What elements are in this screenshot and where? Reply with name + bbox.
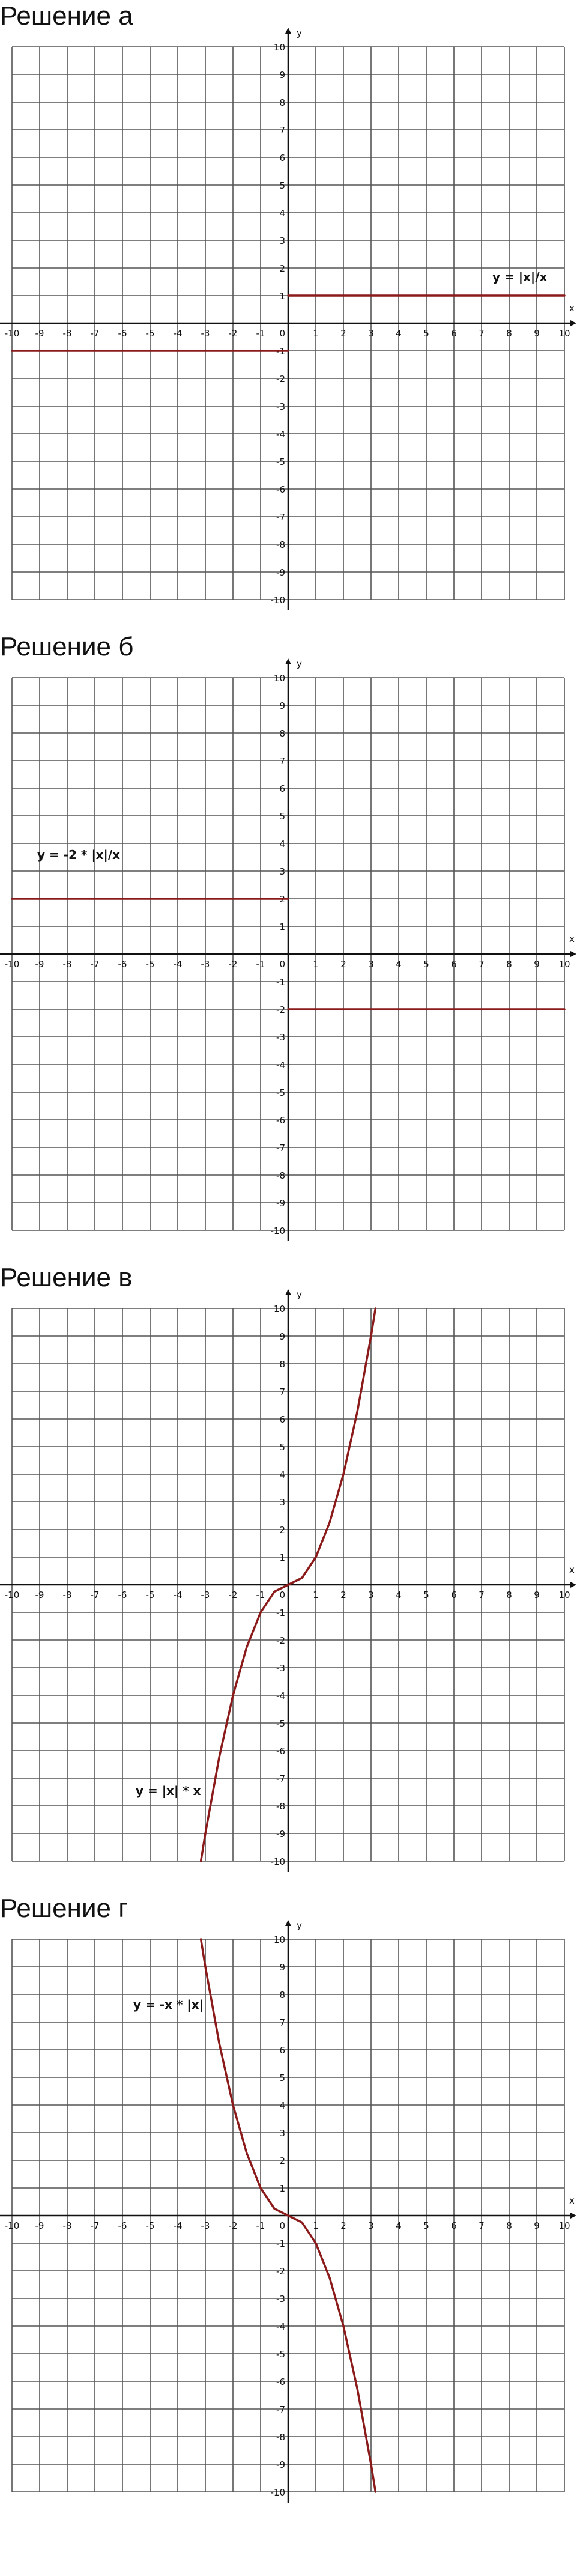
y-tick-label: -6 — [276, 1115, 285, 1126]
x-tick-label: 7 — [479, 328, 485, 339]
x-tick-label: -6 — [118, 1590, 127, 1600]
y-tick-label: 2 — [279, 1525, 285, 1536]
x-tick-label: 10 — [558, 1590, 570, 1600]
y-tick-label: -1 — [276, 1608, 285, 1618]
x-tick-label: -4 — [173, 959, 183, 970]
y-tick-label: 5 — [279, 180, 285, 191]
y-tick-label: -3 — [276, 2294, 285, 2304]
y-tick-label: 9 — [279, 1962, 285, 1973]
x-tick-label: -7 — [90, 1590, 100, 1600]
y-tick-label: -9 — [276, 2459, 285, 2470]
y-tick-label: 6 — [279, 1414, 285, 1425]
y-tick-label: -9 — [276, 1198, 285, 1209]
x-tick-label: 8 — [506, 328, 512, 339]
y-tick-label: 10 — [273, 1304, 285, 1314]
x-tick-label: -3 — [201, 328, 210, 339]
x-tick-label: 2 — [340, 1590, 346, 1600]
y-tick-label: 6 — [279, 153, 285, 163]
x-axis-arrow-icon — [570, 320, 576, 326]
x-tick-label: -2 — [228, 959, 238, 970]
y-tick-label: 10 — [273, 42, 285, 53]
x-tick-label: 4 — [396, 959, 402, 970]
x-tick-label: 6 — [451, 959, 457, 970]
x-tick-label: 3 — [368, 1590, 374, 1600]
y-tick-label: 3 — [279, 1497, 285, 1508]
y-axis-label: y — [297, 28, 302, 38]
y-tick-label: -8 — [276, 1801, 285, 1812]
y-tick-label: 1 — [279, 2183, 285, 2194]
origin-label: 0 — [279, 2220, 285, 2231]
x-tick-label: 6 — [451, 1590, 457, 1600]
y-tick-label: 3 — [279, 235, 285, 246]
panel-title: Решение г — [0, 1894, 128, 1923]
x-tick-label: -8 — [62, 328, 72, 339]
x-tick-label: -1 — [256, 328, 265, 339]
x-tick-label: 4 — [396, 1590, 402, 1600]
x-tick-label: -2 — [228, 328, 238, 339]
y-tick-label: -7 — [276, 512, 285, 523]
origin-label: 0 — [279, 328, 285, 339]
y-tick-label: -5 — [276, 1087, 285, 1098]
y-tick-label: 9 — [279, 700, 285, 711]
y-tick-label: -8 — [276, 2432, 285, 2443]
x-axis-label: x — [569, 2195, 575, 2206]
x-tick-label: -1 — [256, 2220, 265, 2231]
y-tick-label: 5 — [279, 811, 285, 822]
x-tick-label: 5 — [423, 2220, 429, 2231]
y-axis-label: y — [297, 1289, 302, 1300]
y-axis-arrow-icon — [285, 1920, 291, 1926]
function-label: y = -2 * |x|/x — [37, 848, 121, 862]
x-axis-arrow-icon — [570, 2213, 576, 2219]
function-label: y = -x * |x| — [133, 1997, 204, 2012]
x-tick-label: -9 — [35, 959, 44, 970]
x-tick-label: -7 — [90, 2220, 100, 2231]
x-tick-label: -5 — [145, 328, 155, 339]
x-tick-label: 9 — [534, 328, 540, 339]
x-tick-label: 8 — [506, 2220, 512, 2231]
y-tick-label: -5 — [276, 2349, 285, 2360]
x-tick-label: 7 — [479, 1590, 485, 1600]
y-tick-label: -8 — [276, 1170, 285, 1181]
y-tick-label: 2 — [279, 894, 285, 905]
x-tick-label: -4 — [173, 328, 183, 339]
x-tick-label: -3 — [201, 959, 210, 970]
x-tick-label: -6 — [118, 2220, 127, 2231]
x-tick-label: 2 — [340, 328, 346, 339]
x-tick-label: -9 — [35, 328, 44, 339]
x-tick-label: 10 — [558, 959, 570, 970]
x-axis-arrow-icon — [570, 951, 576, 957]
x-tick-label: 4 — [396, 2220, 402, 2231]
y-tick-label: -3 — [276, 1032, 285, 1043]
x-tick-label: 1 — [313, 1590, 319, 1600]
x-tick-label: -5 — [145, 2220, 155, 2231]
y-tick-label: 1 — [279, 1552, 285, 1563]
y-tick-label: -8 — [276, 539, 285, 550]
y-tick-label: 6 — [279, 2045, 285, 2056]
y-tick-label: 7 — [279, 2017, 285, 2028]
x-tick-label: 1 — [313, 959, 319, 970]
y-tick-label: 4 — [279, 208, 285, 219]
y-tick-label: 1 — [279, 922, 285, 932]
y-tick-label: 10 — [273, 673, 285, 684]
y-tick-label: -9 — [276, 567, 285, 578]
x-tick-label: 3 — [368, 328, 374, 339]
x-tick-label: -1 — [256, 1590, 265, 1600]
y-tick-label: -7 — [276, 1143, 285, 1153]
y-axis-arrow-icon — [285, 28, 291, 34]
y-tick-label: -4 — [276, 429, 285, 440]
x-axis-label: x — [569, 1564, 575, 1575]
x-tick-label: -8 — [62, 1590, 72, 1600]
panel-title: Решение а — [0, 1, 133, 31]
x-axis-arrow-icon — [570, 1582, 576, 1588]
y-tick-label: -9 — [276, 1829, 285, 1839]
y-tick-label: 8 — [279, 1359, 285, 1370]
y-axis-label: y — [297, 658, 302, 669]
graph-solution-b — [0, 631, 577, 1236]
function-label: y = |x|/x — [492, 270, 548, 284]
x-tick-label: 1 — [313, 2220, 319, 2231]
y-tick-label: -1 — [276, 977, 285, 988]
x-tick-label: -6 — [118, 959, 127, 970]
x-tick-label: 2 — [340, 959, 346, 970]
x-tick-label: -10 — [4, 1590, 20, 1600]
x-tick-label: -2 — [228, 1590, 238, 1600]
x-axis-label: x — [569, 934, 575, 944]
x-tick-label: -7 — [90, 328, 100, 339]
x-tick-label: -2 — [228, 2220, 238, 2231]
x-tick-label: 3 — [368, 2220, 374, 2231]
x-tick-label: -9 — [35, 1590, 44, 1600]
origin-label: 0 — [279, 959, 285, 970]
x-tick-label: -4 — [173, 2220, 183, 2231]
graph-solution-d — [0, 1892, 577, 2498]
origin-label: 0 — [279, 1590, 285, 1600]
y-tick-label: -2 — [276, 2266, 285, 2277]
y-axis-label: y — [297, 1920, 302, 1931]
y-tick-label: -2 — [276, 1635, 285, 1646]
y-tick-label: -10 — [270, 595, 285, 606]
x-tick-label: -10 — [4, 2220, 20, 2231]
y-tick-label: 9 — [279, 70, 285, 80]
x-tick-label: 1 — [313, 328, 319, 339]
y-axis-arrow-icon — [285, 1289, 291, 1295]
y-tick-label: -10 — [270, 2487, 285, 2498]
y-tick-label: -6 — [276, 1746, 285, 1757]
x-tick-label: -10 — [4, 959, 20, 970]
y-tick-label: -1 — [276, 2238, 285, 2249]
y-tick-label: -7 — [276, 1773, 285, 1784]
y-tick-label: -6 — [276, 484, 285, 495]
y-tick-label: 8 — [279, 728, 285, 739]
x-tick-label: 5 — [423, 328, 429, 339]
graph-solution-a — [0, 0, 577, 606]
y-tick-label: -4 — [276, 2321, 285, 2332]
y-tick-label: 2 — [279, 2155, 285, 2166]
y-tick-label: 4 — [279, 2100, 285, 2111]
x-tick-label: -1 — [256, 959, 265, 970]
x-tick-label: -10 — [4, 328, 20, 339]
x-tick-label: 2 — [340, 2220, 346, 2231]
x-tick-label: -4 — [173, 1590, 183, 1600]
y-axis-arrow-icon — [285, 658, 291, 664]
x-tick-label: 9 — [534, 2220, 540, 2231]
x-tick-label: -8 — [62, 2220, 72, 2231]
y-tick-label: 4 — [279, 1469, 285, 1480]
y-tick-label: 10 — [273, 1934, 285, 1945]
y-tick-label: 8 — [279, 97, 285, 108]
y-tick-label: -4 — [276, 1690, 285, 1701]
y-tick-label: -10 — [270, 1856, 285, 1867]
x-tick-label: 10 — [558, 2220, 570, 2231]
x-tick-label: -6 — [118, 328, 127, 339]
function-label: y = |x| * x — [136, 1784, 201, 1798]
y-tick-label: 2 — [279, 263, 285, 274]
y-tick-label: -1 — [276, 346, 285, 357]
y-tick-label: -10 — [270, 1226, 285, 1236]
y-tick-label: -2 — [276, 1004, 285, 1015]
panel-title: Решение в — [0, 1263, 133, 1292]
y-tick-label: -5 — [276, 457, 285, 467]
y-tick-label: 7 — [279, 125, 285, 136]
x-tick-label: 5 — [423, 1590, 429, 1600]
y-tick-label: 9 — [279, 1331, 285, 1342]
y-tick-label: -5 — [276, 1718, 285, 1729]
x-tick-label: 8 — [506, 1590, 512, 1600]
y-tick-label: 6 — [279, 783, 285, 794]
y-tick-label: 7 — [279, 756, 285, 767]
x-tick-label: 10 — [558, 328, 570, 339]
y-tick-label: 8 — [279, 1990, 285, 2000]
y-tick-label: -7 — [276, 2404, 285, 2415]
x-tick-label: 3 — [368, 959, 374, 970]
y-tick-label: -2 — [276, 374, 285, 384]
x-tick-label: 9 — [534, 959, 540, 970]
y-tick-label: 4 — [279, 839, 285, 849]
x-tick-label: -9 — [35, 2220, 44, 2231]
graph-solution-c — [0, 1262, 577, 1867]
y-tick-label: 1 — [279, 291, 285, 302]
x-tick-label: 6 — [451, 2220, 457, 2231]
x-tick-label: -5 — [145, 959, 155, 970]
y-tick-label: -3 — [276, 1663, 285, 1674]
x-tick-label: 7 — [479, 959, 485, 970]
x-tick-label: -7 — [90, 959, 100, 970]
x-tick-label: -3 — [201, 1590, 210, 1600]
y-tick-label: 3 — [279, 2128, 285, 2139]
y-tick-label: -6 — [276, 2377, 285, 2387]
x-tick-label: 9 — [534, 1590, 540, 1600]
y-tick-label: 3 — [279, 866, 285, 877]
x-tick-label: -8 — [62, 959, 72, 970]
x-tick-label: -3 — [201, 2220, 210, 2231]
y-tick-label: -4 — [276, 1060, 285, 1071]
y-tick-label: -3 — [276, 401, 285, 412]
x-tick-label: 7 — [479, 2220, 485, 2231]
x-tick-label: 8 — [506, 959, 512, 970]
x-tick-label: 4 — [396, 328, 402, 339]
y-tick-label: 5 — [279, 2073, 285, 2083]
x-axis-label: x — [569, 303, 575, 314]
x-tick-label: 5 — [423, 959, 429, 970]
y-tick-label: 5 — [279, 1442, 285, 1453]
panel-title: Решение б — [0, 632, 134, 661]
x-tick-label: -5 — [145, 1590, 155, 1600]
y-tick-label: 7 — [279, 1387, 285, 1397]
x-tick-label: 6 — [451, 328, 457, 339]
